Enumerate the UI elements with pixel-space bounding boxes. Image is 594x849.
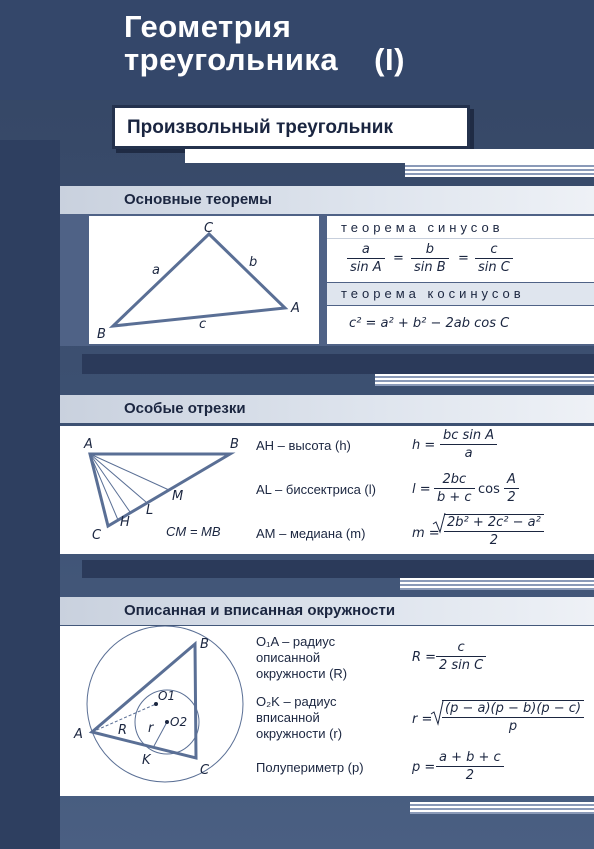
label-A: A — [84, 437, 93, 452]
label-C: C — [200, 763, 210, 778]
stripe-deco-2 — [375, 374, 594, 386]
r-fraction: $\frac{(p - a)(p - b)(p - c)}{p}$ — [442, 700, 584, 734]
label-A: A — [291, 301, 300, 316]
section-title: Описанная и вписанная окружности — [124, 602, 396, 619]
divider — [327, 238, 594, 239]
l-lhs: l = — [412, 482, 431, 497]
section-header-theorems — [60, 186, 594, 214]
section-title: Основные теоремы — [124, 191, 272, 208]
band-dark-1 — [82, 354, 594, 374]
triangle-diagram-1 — [89, 216, 319, 344]
height-text: AH – высота (h) — [256, 438, 351, 453]
triangle-panel-1 — [89, 216, 319, 344]
sines-frac-b: $\frac{b}{\text{sin B}}$ — [411, 242, 449, 275]
cosines-formula: c² = a² + b² − 2ab cos C — [349, 316, 510, 331]
triangle-diagram-3 — [70, 626, 270, 796]
p-lhs: p = — [412, 760, 436, 775]
stripe-deco-1 — [405, 163, 594, 177]
l-half-angle: $\frac{A}{2}$ — [504, 472, 519, 505]
circumcircle — [87, 626, 243, 782]
sines-theorem-label: теорема синусов — [341, 220, 504, 235]
label-O1: O1 — [158, 689, 176, 703]
circles-panel — [60, 626, 594, 796]
cm-mb-note: CM = MB — [166, 524, 221, 539]
circum-text-3: окружности (R) — [256, 666, 348, 681]
label-O2: O2 — [170, 715, 188, 729]
stripe-deco-3 — [400, 578, 594, 590]
sines-frac-a: $\frac{a}{\text{sin A}}$ — [347, 242, 385, 275]
cosines-theorem-label: теорема косинусов — [341, 286, 525, 301]
section-header-segments — [60, 395, 594, 423]
subtitle-box — [112, 105, 470, 149]
left-band — [0, 140, 60, 849]
cosines-label-bar — [327, 283, 594, 305]
label-R: R — [118, 723, 128, 738]
title-line-2: треугольника — [124, 42, 339, 77]
eq-sign: = — [393, 251, 404, 266]
h-fraction: $\frac{\text{bc sin A}}{a}$ — [440, 428, 497, 461]
label-B: B — [97, 327, 106, 342]
label-L: L — [146, 503, 154, 518]
inscr-text-3: окружности (r) — [256, 726, 343, 741]
section-title: Особые отрезки — [124, 400, 246, 417]
triangle-abc-2 — [90, 454, 230, 526]
label-b: b — [249, 255, 258, 270]
point-O2 — [165, 720, 169, 724]
median-text: AM – медиана (m) — [256, 526, 366, 541]
sines-panel — [327, 216, 594, 282]
label-B: B — [230, 437, 239, 452]
triangle-abc-3 — [92, 644, 196, 758]
m-fraction: $\frac{\text{2b² + 2c² − a²}}{2}$ — [444, 514, 544, 548]
p-fraction: $\frac{a + b + c}{2}$ — [436, 750, 504, 783]
label-M: M — [172, 489, 184, 504]
subtitle-underbar — [185, 149, 594, 163]
l-fraction: $\frac{2bc}{b + c}$ — [434, 472, 475, 505]
page-title — [124, 10, 405, 76]
label-c: c — [199, 317, 207, 332]
label-A: A — [74, 727, 83, 742]
stripe-deco-4 — [410, 802, 594, 814]
label-C: C — [92, 528, 102, 543]
label-H: H — [120, 515, 130, 530]
band-dark-2 — [82, 560, 594, 578]
inscr-text-1: O₂K – радиус — [256, 694, 337, 709]
circum-text-1: O₁A – радиус — [256, 634, 336, 649]
sqrt-sign-m — [432, 512, 446, 534]
label-K: K — [142, 753, 151, 768]
label-r: r — [148, 721, 154, 736]
circum-text-2: описанной — [256, 650, 321, 665]
triangle-abc — [113, 234, 285, 326]
bisector-text: AL – биссектриса (l) — [256, 482, 376, 497]
label-a: a — [152, 263, 160, 278]
label-C: C — [204, 221, 214, 236]
label-B: B — [200, 637, 209, 652]
h-lhs: h = — [412, 438, 436, 453]
subtitle-text: Произвольный треугольник — [127, 117, 393, 138]
title-roman-numeral: (I) — [374, 42, 405, 77]
r-lhs: r = — [412, 712, 433, 727]
eq-sign: = — [458, 251, 469, 266]
title-line-1: Геометрия — [124, 9, 292, 44]
R-lhs: R = — [412, 650, 437, 665]
sines-frac-c: $\frac{c}{\text{sin C}}$ — [475, 242, 513, 275]
l-cos: cos — [478, 482, 500, 497]
inscr-text-2: вписанной — [256, 710, 320, 725]
semiperimeter-text: Полупериметр (p) — [256, 760, 364, 775]
section-header-circles — [60, 597, 594, 625]
R-fraction: $\frac{c}{\text{2 sin C}}$ — [436, 640, 486, 673]
m-lhs: m = — [412, 526, 440, 541]
cosines-panel — [327, 306, 594, 344]
segments-panel — [60, 426, 594, 554]
segment-O2K — [154, 722, 167, 746]
